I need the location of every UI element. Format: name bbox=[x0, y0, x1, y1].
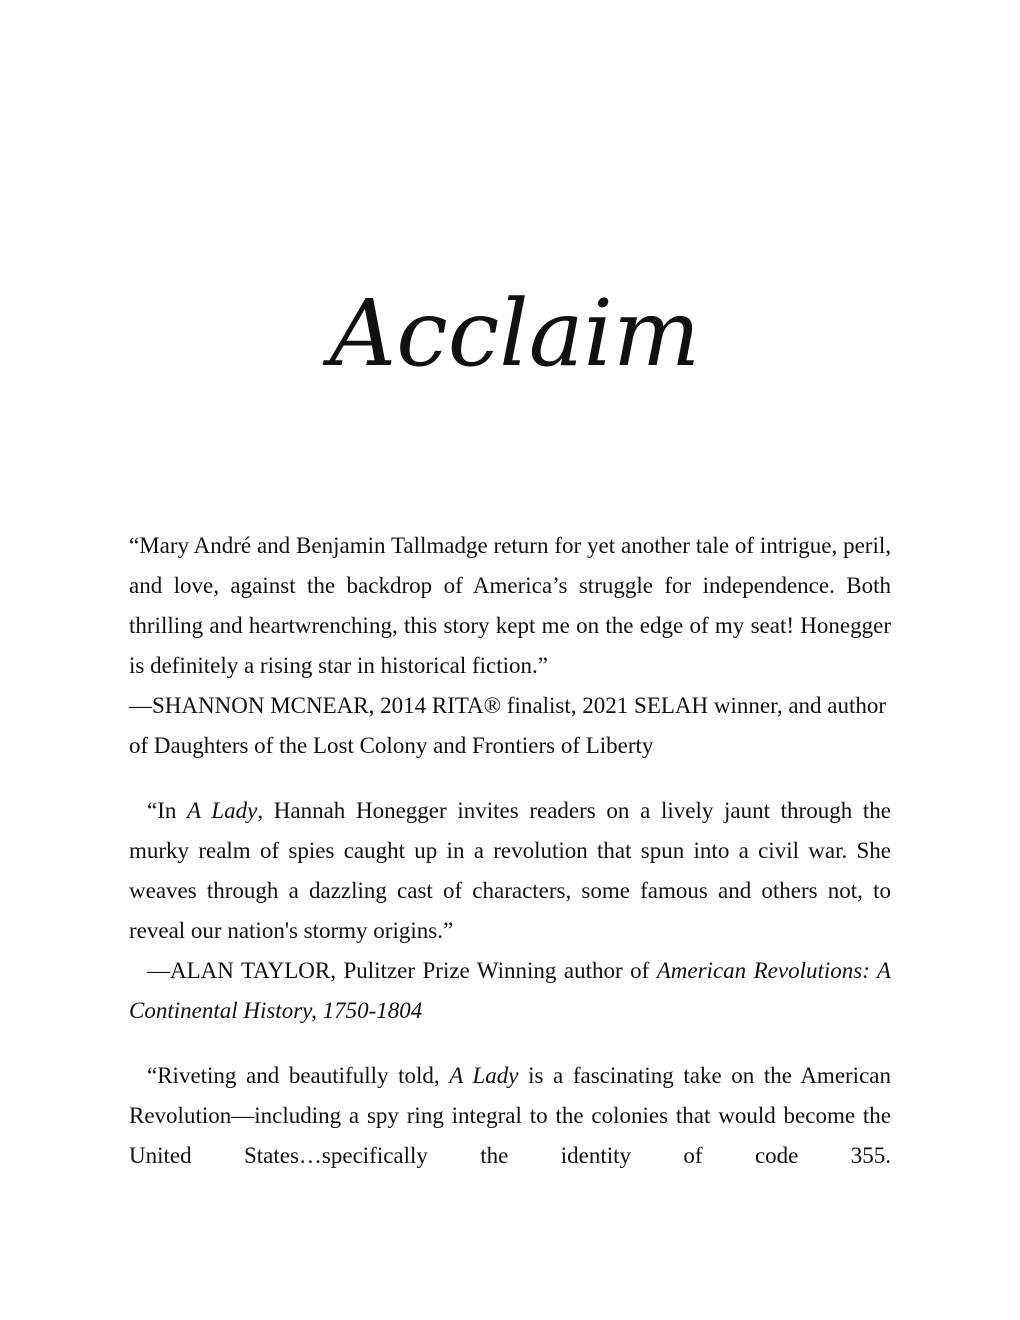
review-2-attribution-text: —ALAN TAYLOR, Pulitzer Prize Winning author of bbox=[147, 958, 657, 983]
review-1-quote: “Mary André and Benjamin Tallmadge return for yet another tale of intrigue, peril, and love, against the backdrop of America’s struggle for independence. Both thrilling and heartwrenching, this story kept me on the edge of my seat! Honegger is definitely a rising star in historical fiction.” bbox=[129, 533, 891, 678]
review-2-attribution bbox=[129, 951, 891, 1031]
acclaim-script-title bbox=[320, 255, 710, 395]
heading-title: Acclaim bbox=[329, 280, 701, 387]
review-2-quote bbox=[129, 791, 891, 951]
reviews-section bbox=[129, 526, 891, 1201]
review-3 bbox=[129, 1056, 891, 1176]
acclaim-heading bbox=[320, 255, 710, 395]
review-2-attribution-title: American Revolutions: A Continental History, 1750-1804 bbox=[129, 958, 891, 1023]
review-2-quote-rest: , Hannah Honegger invites readers on a lively jaunt through the murky realm of spies caught up in a revolution that spun into a civil war. She weaves through a dazzling cast of characters, some famous and others not, to reveal our nation's stormy origins.” bbox=[129, 798, 891, 943]
review-3-quote-title: A Lady bbox=[449, 1063, 519, 1088]
review-1 bbox=[129, 526, 891, 766]
review-1-attribution: —SHANNON MCNEAR, 2014 RITA® finalist, 2021 SELAH winner, and author of Daughters of the Lost Colony and Frontiers of Liberty bbox=[129, 693, 887, 758]
review-3-quote bbox=[129, 1056, 891, 1176]
review-3-quote-rest: is a fascinating take on the American Revolution—including a spy ring integral to the colonies that would become the United States…specifically the identity of code 355. bbox=[129, 1063, 891, 1168]
review-2-quote-title: A Lady bbox=[187, 798, 258, 823]
review-2-quote-open: “In bbox=[147, 798, 188, 823]
review-3-quote-open: “Riveting and beautifully told, bbox=[147, 1063, 450, 1088]
review-2 bbox=[129, 791, 891, 1031]
